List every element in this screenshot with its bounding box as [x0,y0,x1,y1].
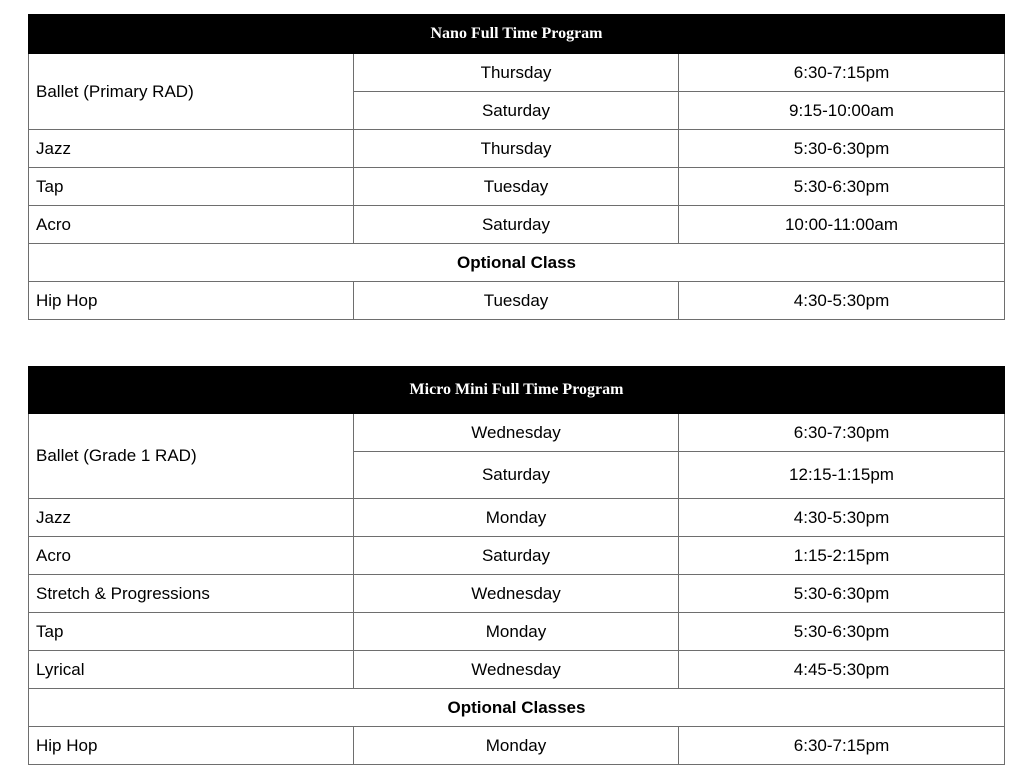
class-day: Monday [354,613,679,651]
class-time: 6:30-7:30pm [679,414,1005,452]
class-day: Wednesday [354,414,679,452]
class-name: Hip Hop [29,727,354,765]
class-name: Hip Hop [29,282,354,320]
table-row [29,206,1005,244]
table-row [29,613,1005,651]
table-row [29,727,1005,765]
class-time: 5:30-6:30pm [679,130,1005,168]
class-name: Tap [29,168,354,206]
class-time: 9:15-10:00am [679,92,1005,130]
table-row [29,499,1005,537]
program-title: Micro Mini Full Time Program [29,367,1005,414]
optional-row [29,244,1005,282]
class-time: 6:30-7:15pm [679,54,1005,92]
class-name: Jazz [29,499,354,537]
class-time: 5:30-6:30pm [679,168,1005,206]
optional-class-heading: Optional Class [29,244,1005,282]
class-day: Wednesday [354,575,679,613]
micro-mini-program-table [28,366,1005,765]
class-name: Acro [29,537,354,575]
class-day: Wednesday [354,651,679,689]
table-row [29,168,1005,206]
class-day: Saturday [354,537,679,575]
table-row [29,54,1005,92]
class-name: Ballet (Primary RAD) [29,54,354,130]
table-header-row [29,367,1005,414]
class-time: 5:30-6:30pm [679,575,1005,613]
class-day: Monday [354,727,679,765]
class-name: Jazz [29,130,354,168]
class-day: Thursday [354,130,679,168]
class-name: Ballet (Grade 1 RAD) [29,414,354,499]
class-day: Tuesday [354,282,679,320]
class-name: Stretch & Progressions [29,575,354,613]
class-day: Thursday [354,54,679,92]
table-row [29,282,1005,320]
class-day: Saturday [354,452,679,499]
table-header-row [29,15,1005,54]
class-day: Saturday [354,206,679,244]
table-row [29,575,1005,613]
class-time: 4:30-5:30pm [679,499,1005,537]
class-time: 6:30-7:15pm [679,727,1005,765]
class-time: 10:00-11:00am [679,206,1005,244]
table-row [29,130,1005,168]
table-row [29,651,1005,689]
class-time: 4:30-5:30pm [679,282,1005,320]
table-row [29,414,1005,452]
optional-row [29,689,1005,727]
class-time: 4:45-5:30pm [679,651,1005,689]
class-day: Saturday [354,92,679,130]
optional-classes-heading: Optional Classes [29,689,1005,727]
class-name: Lyrical [29,651,354,689]
class-time: 12:15-1:15pm [679,452,1005,499]
table-row [29,537,1005,575]
class-time: 1:15-2:15pm [679,537,1005,575]
class-day: Tuesday [354,168,679,206]
program-title: Nano Full Time Program [29,15,1005,54]
class-day: Monday [354,499,679,537]
class-time: 5:30-6:30pm [679,613,1005,651]
class-name: Acro [29,206,354,244]
class-name: Tap [29,613,354,651]
nano-program-table [28,14,1005,320]
